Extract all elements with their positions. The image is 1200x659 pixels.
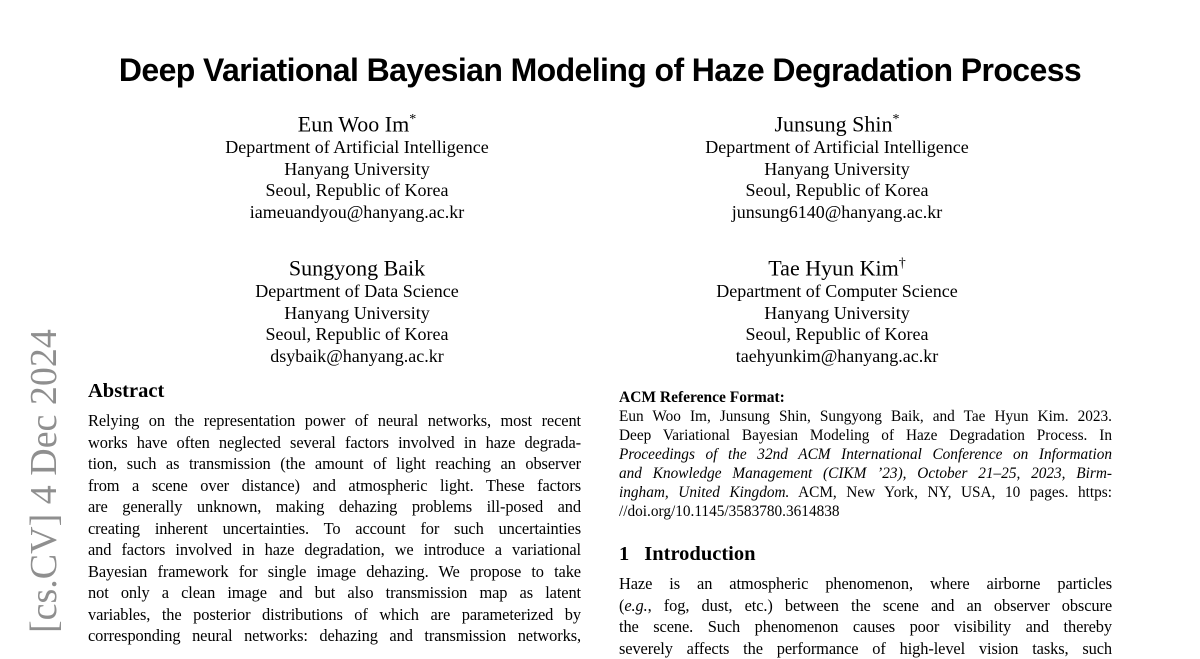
introduction-line: severely affects the performance of high-level vision tasks, such — [619, 638, 1112, 658]
author-department: Department of Artificial Intelligence — [225, 137, 489, 158]
abstract-line: from a scene over distance) and atmospheric light. These factors — [88, 475, 581, 495]
author-city: Seoul, Republic of Korea — [265, 324, 449, 345]
author-block-1 — [112, 106, 602, 223]
author-university: Hanyang University — [284, 302, 430, 323]
section-number: 1 — [619, 543, 630, 565]
author-email: dsybaik@hanyang.ac.kr — [270, 345, 444, 366]
introduction-line: the scene. Such phenomenon causes poor visibility and thereby — [619, 617, 1112, 637]
abstract-line: variables, the posterior distributions of which are parameterized by — [88, 604, 581, 624]
author-email: iameuandyou@hanyang.ac.kr — [249, 201, 465, 222]
author-email: taehyunkim@hanyang.ac.kr — [735, 345, 939, 366]
section-title: Introduction — [644, 543, 756, 565]
author-city: Seoul, Republic of Korea — [265, 180, 449, 201]
author-block-4 — [592, 250, 1082, 367]
acm-reference-line: ingham, United Kingdom. ACM, New York, NY, USA, 10 pages. https: — [619, 484, 1112, 501]
abstract-line: tion, such as transmission (the amount of light reaching an observer — [88, 454, 581, 474]
abstract-line: not only a clean image and but also transmission map as latent — [88, 583, 581, 603]
author-university: Hanyang University — [284, 158, 430, 179]
introduction-line: (e.g., fog, dust, etc.) between the scene and an observer obscure — [619, 595, 1112, 615]
author-block-2 — [592, 106, 1082, 223]
abstract-line: Relying on the representation power of neural networks, most recent — [88, 411, 581, 430]
abstract-heading: Abstract — [88, 380, 165, 402]
acm-reference-line: and Knowledge Management (CIKM ’23), October 21–25, 2023, Birm- — [619, 465, 1112, 482]
abstract-line: are generally unknown, making dehazing problems ill-posed and — [88, 497, 581, 517]
author-name: Tae Hyun Kim† — [768, 255, 906, 281]
acm-reference-heading: ACM Reference Format: — [619, 389, 785, 406]
author-department: Department of Computer Science — [716, 281, 958, 302]
author-city: Seoul, Republic of Korea — [745, 324, 929, 345]
abstract-line: corresponding neural networks: dehazing and transmission networks, — [88, 626, 581, 646]
abstract-column — [88, 379, 581, 647]
right-column — [619, 388, 1112, 659]
section-heading-introduction — [619, 542, 1112, 567]
author-email: junsung6140@hanyang.ac.kr — [731, 201, 943, 222]
introduction-line: Haze is an atmospheric phenomenon, where airborne particles — [619, 574, 1112, 593]
acm-reference-line: Eun Woo Im, Junsung Shin, Sungyong Baik, and Tae Hyun Kim. 2023. — [619, 408, 1112, 425]
author-university: Hanyang University — [764, 302, 910, 323]
doi-link[interactable]: //doi.org/10.1145/3583780.3614838 — [619, 503, 840, 520]
author-name: Eun Woo Im* — [297, 111, 417, 137]
abstract-line: works have often neglected several factors involved in haze degrada- — [88, 432, 581, 452]
arxiv-watermark: [cs.CV] 4 Dec 2024 — [23, 329, 65, 633]
author-city: Seoul, Republic of Korea — [745, 180, 929, 201]
abstract-line: and factors involved in haze degradation, we introduce a variational — [88, 540, 581, 560]
acm-reference-line: Deep Variational Bayesian Modeling of Haze Degradation Process. In — [619, 427, 1112, 444]
author-department: Department of Data Science — [255, 281, 459, 302]
author-mark: * — [409, 112, 417, 127]
author-university: Hanyang University — [764, 158, 910, 179]
author-mark: † — [898, 256, 906, 271]
abstract-line: Bayesian framework for single image dehazing. We propose to take — [88, 561, 581, 581]
author-name: Sungyong Baik — [288, 255, 426, 281]
paper-title: Deep Variational Bayesian Modeling of Haze Degradation Process — [118, 52, 1082, 88]
author-block-3 — [112, 250, 602, 367]
author-department: Department of Artificial Intelligence — [705, 137, 969, 158]
acm-reference-line: Proceedings of the 32nd ACM International Conference on Information — [619, 446, 1112, 463]
author-name: Junsung Shin* — [774, 111, 900, 137]
abstract-line: creating inherent uncertainties. To account for such uncertainties — [88, 518, 581, 538]
author-mark: * — [892, 112, 900, 127]
